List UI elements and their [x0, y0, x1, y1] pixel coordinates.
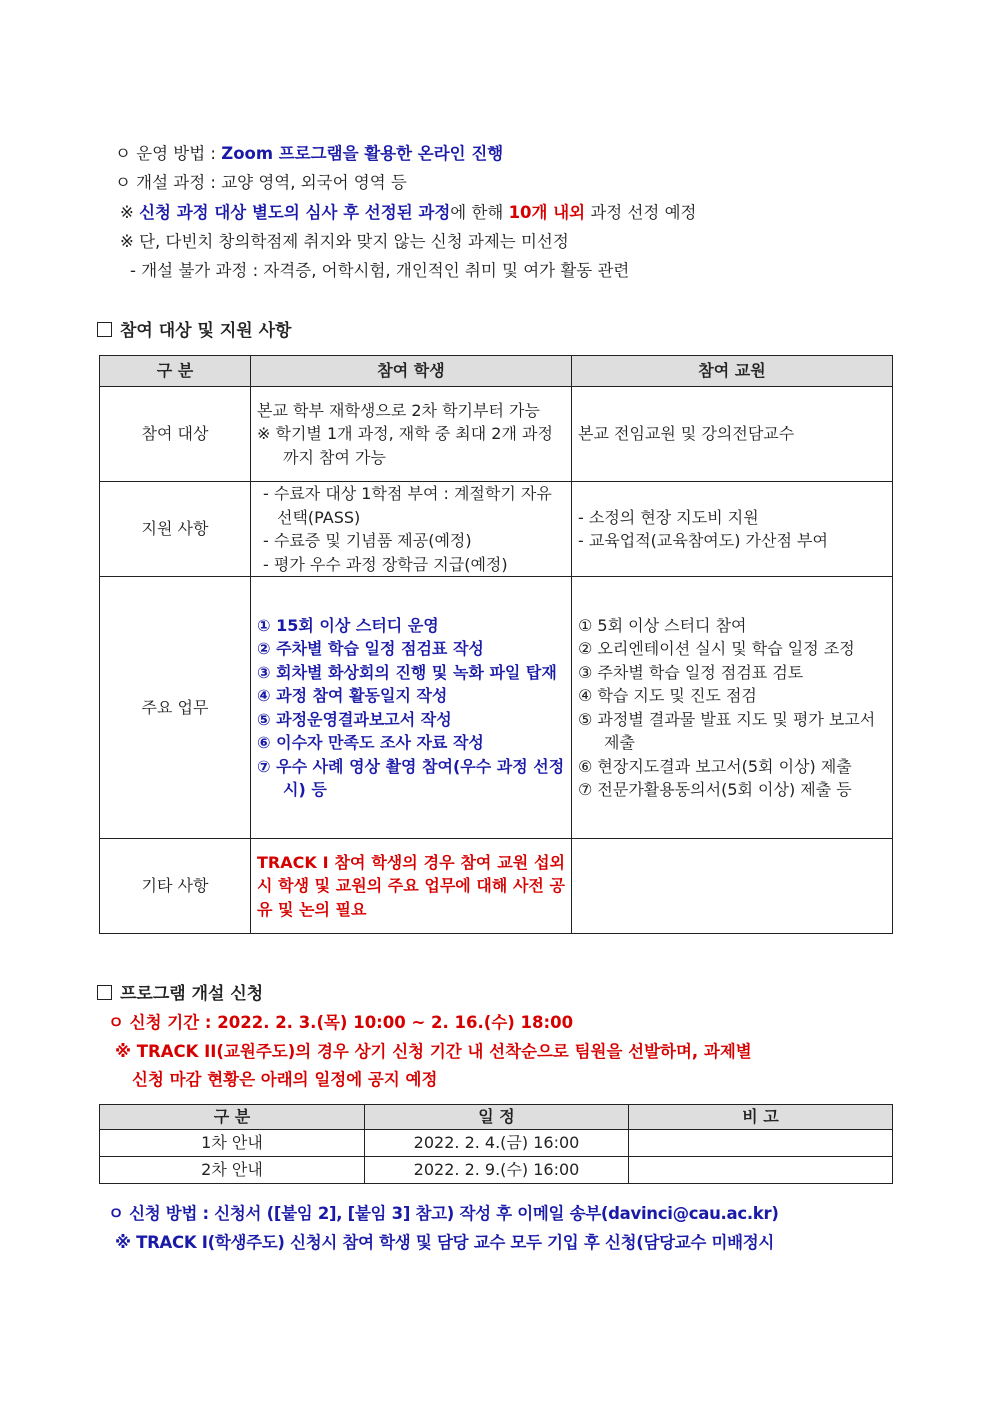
table-row	[100, 577, 893, 839]
application-section-heading	[97, 979, 263, 1004]
note-selection-blue: 신청 과정 대상 별도의 심사 후 선정된 과정	[139, 203, 451, 222]
operation-method-value: Zoom 프로그램을 활용한 온라인 진행	[221, 144, 504, 163]
other-faculty-cell	[572, 839, 893, 934]
target-student-note: ※ 학기별 1개 과정, 재학 중 최대 2개 과정까지 참여 가능	[257, 424, 553, 467]
row-label-target: 참여 대상	[100, 387, 251, 482]
application-period: ㅇ 신청 기간 : 2022. 2. 3.(목) 10:00 ~ 2. 16.(수) 18:00	[108, 1013, 574, 1032]
row-label-duties: 주요 업무	[100, 577, 251, 839]
duty-item: ④ 과정 참여 활동일지 작성	[257, 686, 448, 705]
row-label-other: 기타 사항	[100, 839, 251, 934]
duty-item: ③ 주차별 학습 일정 점검표 검토	[578, 662, 804, 682]
support-table-header	[100, 356, 893, 387]
note-selection-count: 10개 내외	[508, 203, 586, 222]
support-student-line: - 평가 우수 과정 장학금 지급(예정)	[263, 554, 508, 574]
support-faculty-cell	[572, 482, 893, 577]
target-faculty-cell: 본교 전임교원 및 강의전담교수	[572, 387, 893, 482]
application-note-line2: 신청 마감 현황은 아래의 일정에 공지 예정	[132, 1070, 438, 1089]
header-faculty: 참여 교원	[572, 356, 893, 387]
duty-item: ⑤ 과정운영결과보고서 작성	[257, 709, 452, 729]
row-label-support: 지원 사항	[100, 482, 251, 577]
application-note-line1: ※ TRACK II(교원주도)의 경우 상기 신청 기간 내 선착순으로 팀원을 선발하며, 과제별	[115, 1042, 752, 1061]
schedule-date: 2022. 2. 4.(금) 16:00	[365, 1130, 629, 1157]
schedule-table	[99, 1104, 893, 1184]
duty-item: ② 주차별 학습 일정 점검표 작성	[257, 639, 484, 658]
duties-student-cell	[251, 577, 572, 839]
schedule-header-category: 구 분	[100, 1105, 365, 1130]
duty-item: ⑥ 이수자 만족도 조사 자료 작성	[257, 733, 484, 752]
header-category: 구 분	[100, 356, 251, 387]
duty-item: ③ 회차별 화상회의 진행 및 녹화 파일 탑재	[257, 662, 557, 682]
operation-note-selection	[120, 199, 696, 223]
schedule-note	[629, 1130, 893, 1157]
target-student-line: 본교 학부 재학생으로 2차 학기부터 가능	[257, 400, 540, 420]
application-section-title: 프로그램 개설 신청	[120, 984, 264, 1004]
operation-courses-line: ㅇ 개설 과정 : 교양 영역, 외국어 영역 등	[115, 173, 407, 192]
schedule-date: 2022. 2. 9.(수) 16:00	[365, 1157, 629, 1184]
support-faculty-line: - 소정의 현장 지도비 지원	[578, 507, 759, 527]
header-student: 참여 학생	[251, 356, 572, 387]
target-student-cell	[251, 387, 572, 482]
note-selection-suffix: 과정 선정 예정	[585, 203, 697, 222]
support-table	[99, 355, 893, 934]
note-selection-mid: 에 한해	[450, 203, 509, 222]
table-row	[100, 1157, 893, 1184]
schedule-header-note: 비 고	[629, 1105, 893, 1130]
operation-note-exclusion: ※ 단, 다빈치 창의학점제 취지와 맞지 않는 신청 과제는 미선정	[120, 232, 569, 251]
duties-faculty-cell	[572, 577, 893, 839]
square-bullet-icon	[97, 322, 112, 337]
support-section-heading	[97, 316, 291, 341]
table-row	[100, 387, 893, 482]
table-row	[100, 1130, 893, 1157]
square-bullet-icon	[97, 985, 112, 1000]
application-method: ㅇ 신청 방법 : 신청서 ([붙임 2], [붙임 3] 참고) 작성 후 이메일 송부(davinci@cau.ac.kr)	[108, 1204, 779, 1223]
schedule-note	[629, 1157, 893, 1184]
schedule-label: 2차 안내	[100, 1157, 365, 1184]
other-student-cell: TRACK I 참여 학생의 경우 참여 교원 섭외시 학생 및 교원의 주요 업무에 대해 사전 공유 및 논의 필요	[251, 839, 572, 934]
duty-item: ① 5회 이상 스터디 참여	[578, 615, 747, 635]
operation-method-line	[115, 140, 503, 164]
note-mark: ※	[120, 203, 140, 222]
schedule-table-header	[100, 1105, 893, 1130]
support-student-cell	[251, 482, 572, 577]
duty-item: ① 15회 이상 스터디 운영	[257, 615, 439, 635]
schedule-label: 1차 안내	[100, 1130, 365, 1157]
table-row	[100, 839, 893, 934]
duty-item: ② 오리엔테이션 실시 및 학습 일정 조정	[578, 639, 855, 658]
duty-item: ⑥ 현장지도결과 보고서(5회 이상) 제출	[578, 756, 852, 776]
operation-method-label: ㅇ 운영 방법 :	[115, 144, 222, 163]
application-final-note: ※ TRACK I(학생주도) 신청시 참여 학생 및 담당 교수 모두 기입 후 신청(담당교수 미배정시	[115, 1233, 775, 1252]
support-faculty-line: - 교육업적(교육참여도) 가산점 부여	[578, 531, 828, 550]
support-student-line: - 수료자 대상 1학점 부여 : 계절학기 자유선택(PASS)	[263, 484, 552, 527]
table-row	[100, 482, 893, 577]
duty-item: ⑤ 과정별 결과물 발표 지도 및 평가 보고서 제출	[578, 709, 876, 752]
support-student-line: - 수료증 및 기념품 제공(예정)	[263, 531, 472, 550]
duty-item: ④ 학습 지도 및 진도 점검	[578, 686, 757, 705]
duty-item: ⑦ 우수 사례 영상 촬영 참여(우수 과정 선정시) 등	[257, 756, 565, 799]
duty-item: ⑦ 전문가활용동의서(5회 이상) 제출 등	[578, 780, 852, 799]
support-section-title: 참여 대상 및 지원 사항	[120, 321, 292, 341]
schedule-header-date: 일 정	[365, 1105, 629, 1130]
operation-note-not-allowed: - 개설 불가 과정 : 자격증, 어학시험, 개인적인 취미 및 여가 활동 관련	[130, 261, 630, 280]
